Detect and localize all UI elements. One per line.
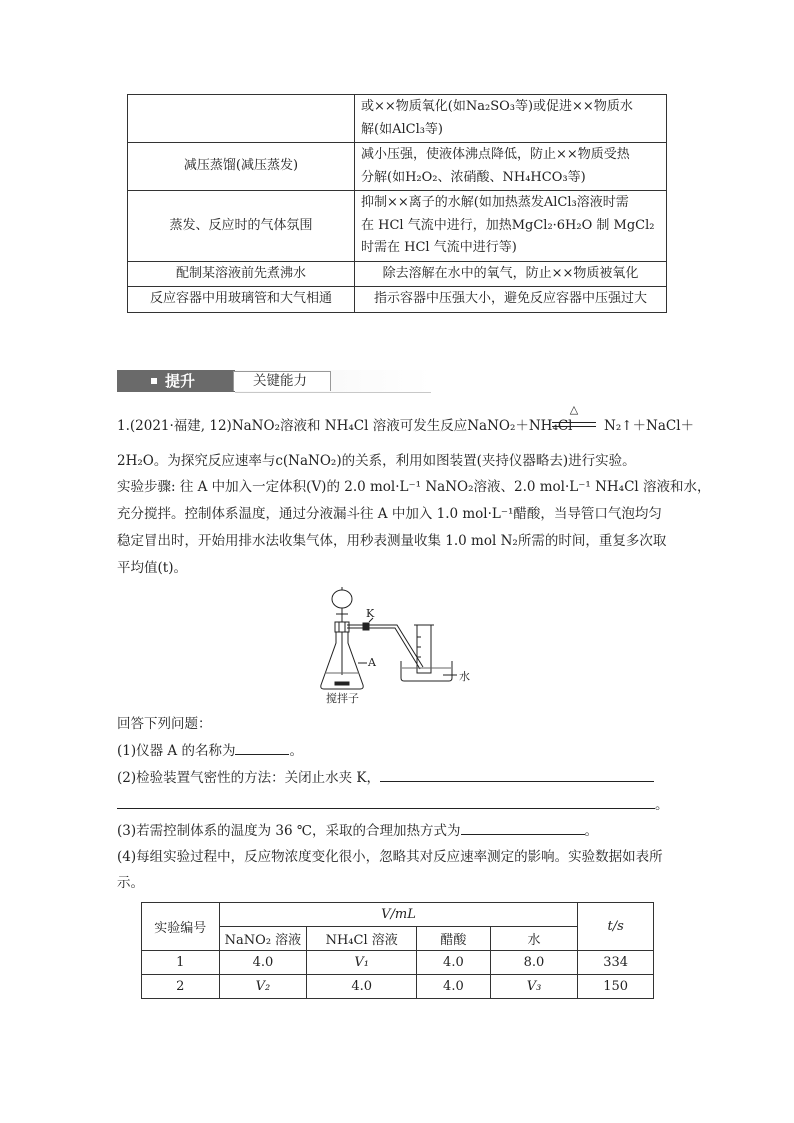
cell-line: 抑制××离子的水解(如加热蒸发AlCl₃溶液时需 xyxy=(361,195,629,210)
cell-line: 分解(如H₂O₂、浓硝酸、NH₄HCO₃等) xyxy=(361,169,586,185)
table-row xyxy=(128,287,667,313)
header-time: t/s xyxy=(578,903,654,951)
cell-line: 指示容器中压强大小，避免反应容器中压强过大 xyxy=(373,291,647,306)
question-line: 2H₂O。为探究反应速率与c(NaNO₂)的关系，利用如图装置(夹持仪器略去)进行实验。 xyxy=(117,453,636,469)
label-a: A xyxy=(368,656,376,669)
table-row xyxy=(128,95,667,143)
question-2-cont xyxy=(117,794,669,815)
answer-blank-3[interactable] xyxy=(461,820,585,835)
cell-line: 时需在 HCl 气流中进行等) xyxy=(361,240,517,255)
equal-line-top xyxy=(552,422,596,423)
table-header-row xyxy=(142,903,654,927)
table-cell xyxy=(355,191,667,262)
table-row xyxy=(128,143,667,191)
subheader-water: 水 xyxy=(490,927,578,951)
graduated-cylinder xyxy=(417,625,431,673)
table-cell: 1 xyxy=(142,951,220,975)
table-cell xyxy=(355,95,667,143)
table-row xyxy=(128,191,667,262)
table-row xyxy=(128,261,667,287)
answer-blank-2a[interactable] xyxy=(380,767,654,782)
question-line xyxy=(117,416,573,436)
apparatus-figure xyxy=(315,585,485,705)
question-line: 实验步骤: 往 A 中加入一定体积(V)的 2.0 mol·L⁻¹ NaNO₂溶液、2.0 mol·L⁻¹ NH₄Cl 溶液和水， xyxy=(117,479,711,495)
cell-line: 在 HCl 气流中进行，加热MgCl₂·6H₂O 制 MgCl₂ xyxy=(361,217,655,233)
table-cell: 反应容器中用玻璃管和大气相通 xyxy=(128,287,355,313)
question-2-end: 。 xyxy=(655,797,669,813)
question-line xyxy=(604,416,694,436)
delivery-tube-inner xyxy=(347,628,420,669)
cell-line: 解(如AlCl₃等) xyxy=(361,121,444,137)
subheader-nano2: NaNO₂ 溶液 xyxy=(219,927,307,951)
summary-table xyxy=(127,94,667,313)
question-1-text: (1)仪器 A 的名称为 xyxy=(117,743,236,759)
square-bullet-icon xyxy=(151,378,157,384)
label-water: 水 xyxy=(459,670,470,683)
table-cell: 334 xyxy=(578,951,654,975)
table-row xyxy=(142,951,654,975)
label-k: K xyxy=(366,607,375,620)
cell-line: 或××物质氧化(如Na₂SO₃等)或促进××物质水 xyxy=(361,99,633,114)
table-cell xyxy=(355,261,667,287)
table-cell: 4.0 xyxy=(417,975,491,999)
question-2 xyxy=(117,767,654,788)
equal-line-bottom xyxy=(552,426,596,427)
subheader-acetic-acid: 醋酸 xyxy=(417,927,491,951)
question-4-cont: 示。 xyxy=(117,875,144,891)
section-banner xyxy=(117,370,432,392)
table-cell: 150 xyxy=(578,975,654,999)
cell-line: 除去溶解在水中的氧气，防止××物质被氧化 xyxy=(382,265,639,281)
question-3-end: 。 xyxy=(584,823,598,839)
question-text: N₂↑＋NaCl＋ xyxy=(604,418,695,434)
rubber-stopper xyxy=(335,622,349,632)
table-row xyxy=(142,975,654,999)
label-stirrer: 搅拌子 xyxy=(326,692,359,705)
table-cell: 蒸发、反应时的气体氛围 xyxy=(128,191,355,262)
question-line: 稳定冒出时，开始用排水法收集气体，用秒表测量收集 1.0 mol N₂所需的时间，重复多次取 xyxy=(117,533,667,549)
table-cell: V₁ xyxy=(307,951,417,975)
answers-intro: 回答下列问题： xyxy=(117,716,212,732)
heat-condition: △ xyxy=(569,403,579,416)
question-line: 平均值(t)。 xyxy=(117,560,187,576)
subheader-nh4cl: NH₄Cl 溶液 xyxy=(307,927,417,951)
banner-subtitle: 关键能力 xyxy=(253,373,307,389)
question-3-text: (3)若需控制体系的温度为 36 ℃，采取的合理加热方式为 xyxy=(117,823,461,839)
table-cell: 8.0 xyxy=(490,951,578,975)
table-cell: 4.0 xyxy=(219,951,307,975)
table-subheader-row xyxy=(142,927,654,951)
stir-bar xyxy=(335,682,349,685)
table-cell: 减压蒸馏(减压蒸发) xyxy=(128,143,355,191)
answer-blank-1[interactable] xyxy=(235,740,289,755)
header-exp-number: 实验编号 xyxy=(142,903,220,951)
separatory-funnel-bulb xyxy=(332,590,352,608)
water-trough xyxy=(401,661,452,681)
delivery-tube xyxy=(347,625,423,667)
table-cell: 配制某溶液前先煮沸水 xyxy=(128,261,355,287)
question-1-end: 。 xyxy=(289,743,303,759)
cell-line: 减小压强，使液体沸点降低，防止××物质受热 xyxy=(361,147,630,162)
table-cell: 4.0 xyxy=(417,951,491,975)
answer-blank-2b[interactable] xyxy=(117,794,655,809)
banner-title: 提升 xyxy=(165,372,196,390)
question-line: 充分搅拌。控制体系温度，通过分液漏斗往 A 中加入 1.0 mol·L⁻¹醋酸，当导管口气泡均匀 xyxy=(117,506,662,522)
table-cell: 2 xyxy=(142,975,220,999)
table-cell xyxy=(355,287,667,313)
table-cell: V₂ xyxy=(219,975,307,999)
clamp-k xyxy=(363,623,369,630)
question-4: (4)每组实验过程中，反应物浓度变化很小，忽略其对反应速率测定的影响。实验数据如表所 xyxy=(117,849,663,865)
table-cell: 4.0 xyxy=(307,975,417,999)
question-text: 1.(2021·福建, 12)NaNO₂溶液和 NH₄Cl 溶液可发生反应NaNO₂＋NH₄Cl xyxy=(117,418,573,434)
question-3 xyxy=(117,820,598,841)
experiment-data-table xyxy=(141,902,654,999)
question-1 xyxy=(117,740,303,761)
reaction-arrow xyxy=(550,404,598,434)
table-cell xyxy=(355,143,667,191)
header-volume: V/mL xyxy=(219,903,578,927)
question-2-text: (2)检验装置气密性的方法：关闭止水夹 K， xyxy=(117,770,380,786)
table-cell: V₃ xyxy=(490,975,578,999)
table-cell xyxy=(128,95,355,143)
